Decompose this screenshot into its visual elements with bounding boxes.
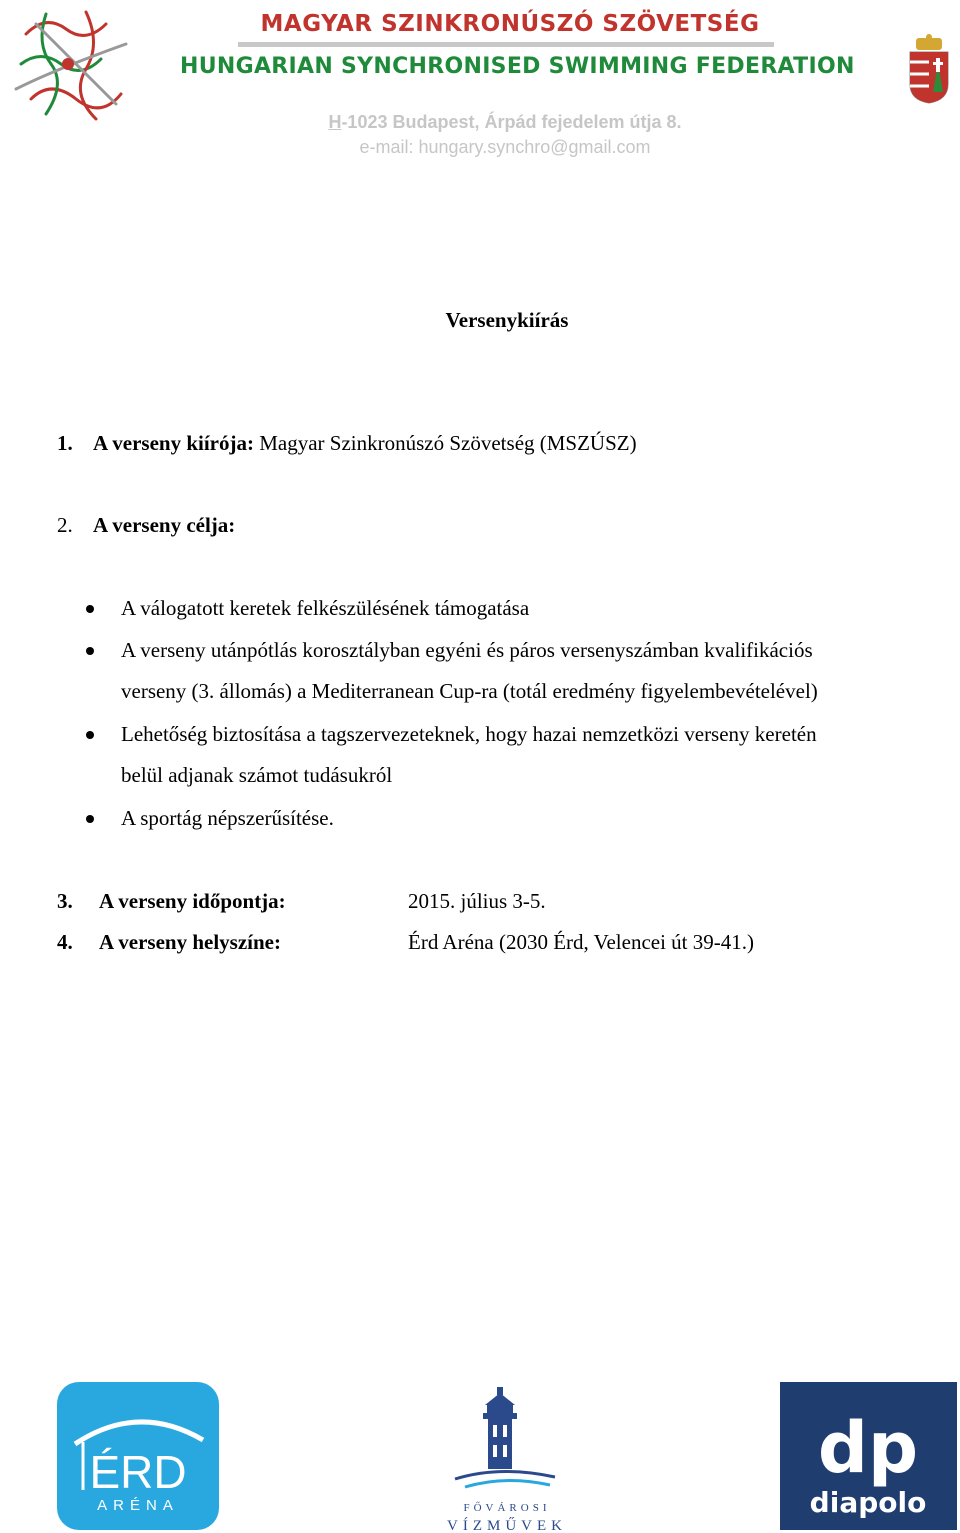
section-purpose	[0, 512, 940, 538]
section-number: 3.	[57, 889, 73, 913]
section-number: 2.	[57, 513, 73, 537]
email-line: e-mail: hungary.synchro@gmail.com	[359, 137, 651, 157]
section-venue	[0, 929, 940, 955]
purpose-bullet-list	[0, 596, 940, 876]
address-text: -1023 Budapest, Árpád fejedelem útja 8.	[341, 112, 682, 132]
section-value: Érd Aréna (2030 Érd, Velencei út 39-41.)	[408, 930, 755, 954]
list-item-text: belül adjanak számot tudásukról	[121, 763, 393, 787]
list-item-text: A verseny utánpótlás korosztályban egyéni és páros versenyszámban kvalifikációs	[121, 638, 813, 662]
hungarian-coat-of-arms-icon	[906, 34, 952, 104]
org-name-hungarian: MAGYAR SZINKRONÚSZÓ SZÖVETSÉG	[260, 11, 760, 37]
diapolo-text: diapolo	[809, 1486, 927, 1519]
bullet-icon	[86, 731, 94, 739]
list-item-text: Lehetőség biztosítása a tagszervezeteknek, hogy hazai nemzetközi verseny keretén	[121, 722, 817, 746]
document-title: Versenykiírás	[445, 308, 569, 332]
section-number: 4.	[57, 930, 73, 954]
section-value: 2015. július 3-5.	[408, 889, 546, 913]
org-name-english: HUNGARIAN SYNCHRONISED SWIMMING FEDERATION	[180, 54, 855, 79]
bullet-icon	[86, 647, 94, 655]
list-item-text: A sportág népszerűsítése.	[121, 806, 334, 830]
section-label: A verseny időpontja:	[99, 889, 286, 913]
erd-logo-subtext: ARÉNA	[97, 1497, 179, 1514]
section-date	[0, 888, 940, 914]
section-value: Magyar Szinkronúszó Szövetség (MSZÚSZ)	[259, 431, 637, 455]
list-item-text: A válogatott keretek felkészülésének támogatása	[121, 596, 530, 620]
bullet-icon	[86, 815, 94, 823]
section-label: A verseny helyszíne:	[99, 930, 281, 954]
section-number: 1.	[57, 431, 73, 455]
diapolo-mark: dp	[817, 1407, 919, 1489]
erd-logo-text: ÉRD	[89, 1446, 187, 1498]
vizmuvek-line1: FŐVÁROSI	[463, 1502, 551, 1514]
erd-arena-logo	[57, 1382, 219, 1530]
vizmuvek-logo	[425, 1387, 590, 1533]
address-line	[200, 112, 810, 133]
section-organizer	[0, 430, 940, 456]
vizmuvek-line2: VÍZMŰVEK	[447, 1518, 567, 1533]
diapolo-logo	[780, 1382, 957, 1530]
address-first-letter: H	[328, 112, 342, 132]
header-divider	[238, 42, 774, 47]
bullet-icon	[86, 605, 94, 613]
list-item-text: verseny (3. állomás) a Mediterranean Cup-ra (totál eredmény figyelembevételével)	[121, 679, 818, 703]
section-label: A verseny célja:	[93, 513, 236, 537]
section-label: A verseny kiírója:	[93, 431, 254, 455]
federation-logo-icon	[6, 4, 136, 128]
